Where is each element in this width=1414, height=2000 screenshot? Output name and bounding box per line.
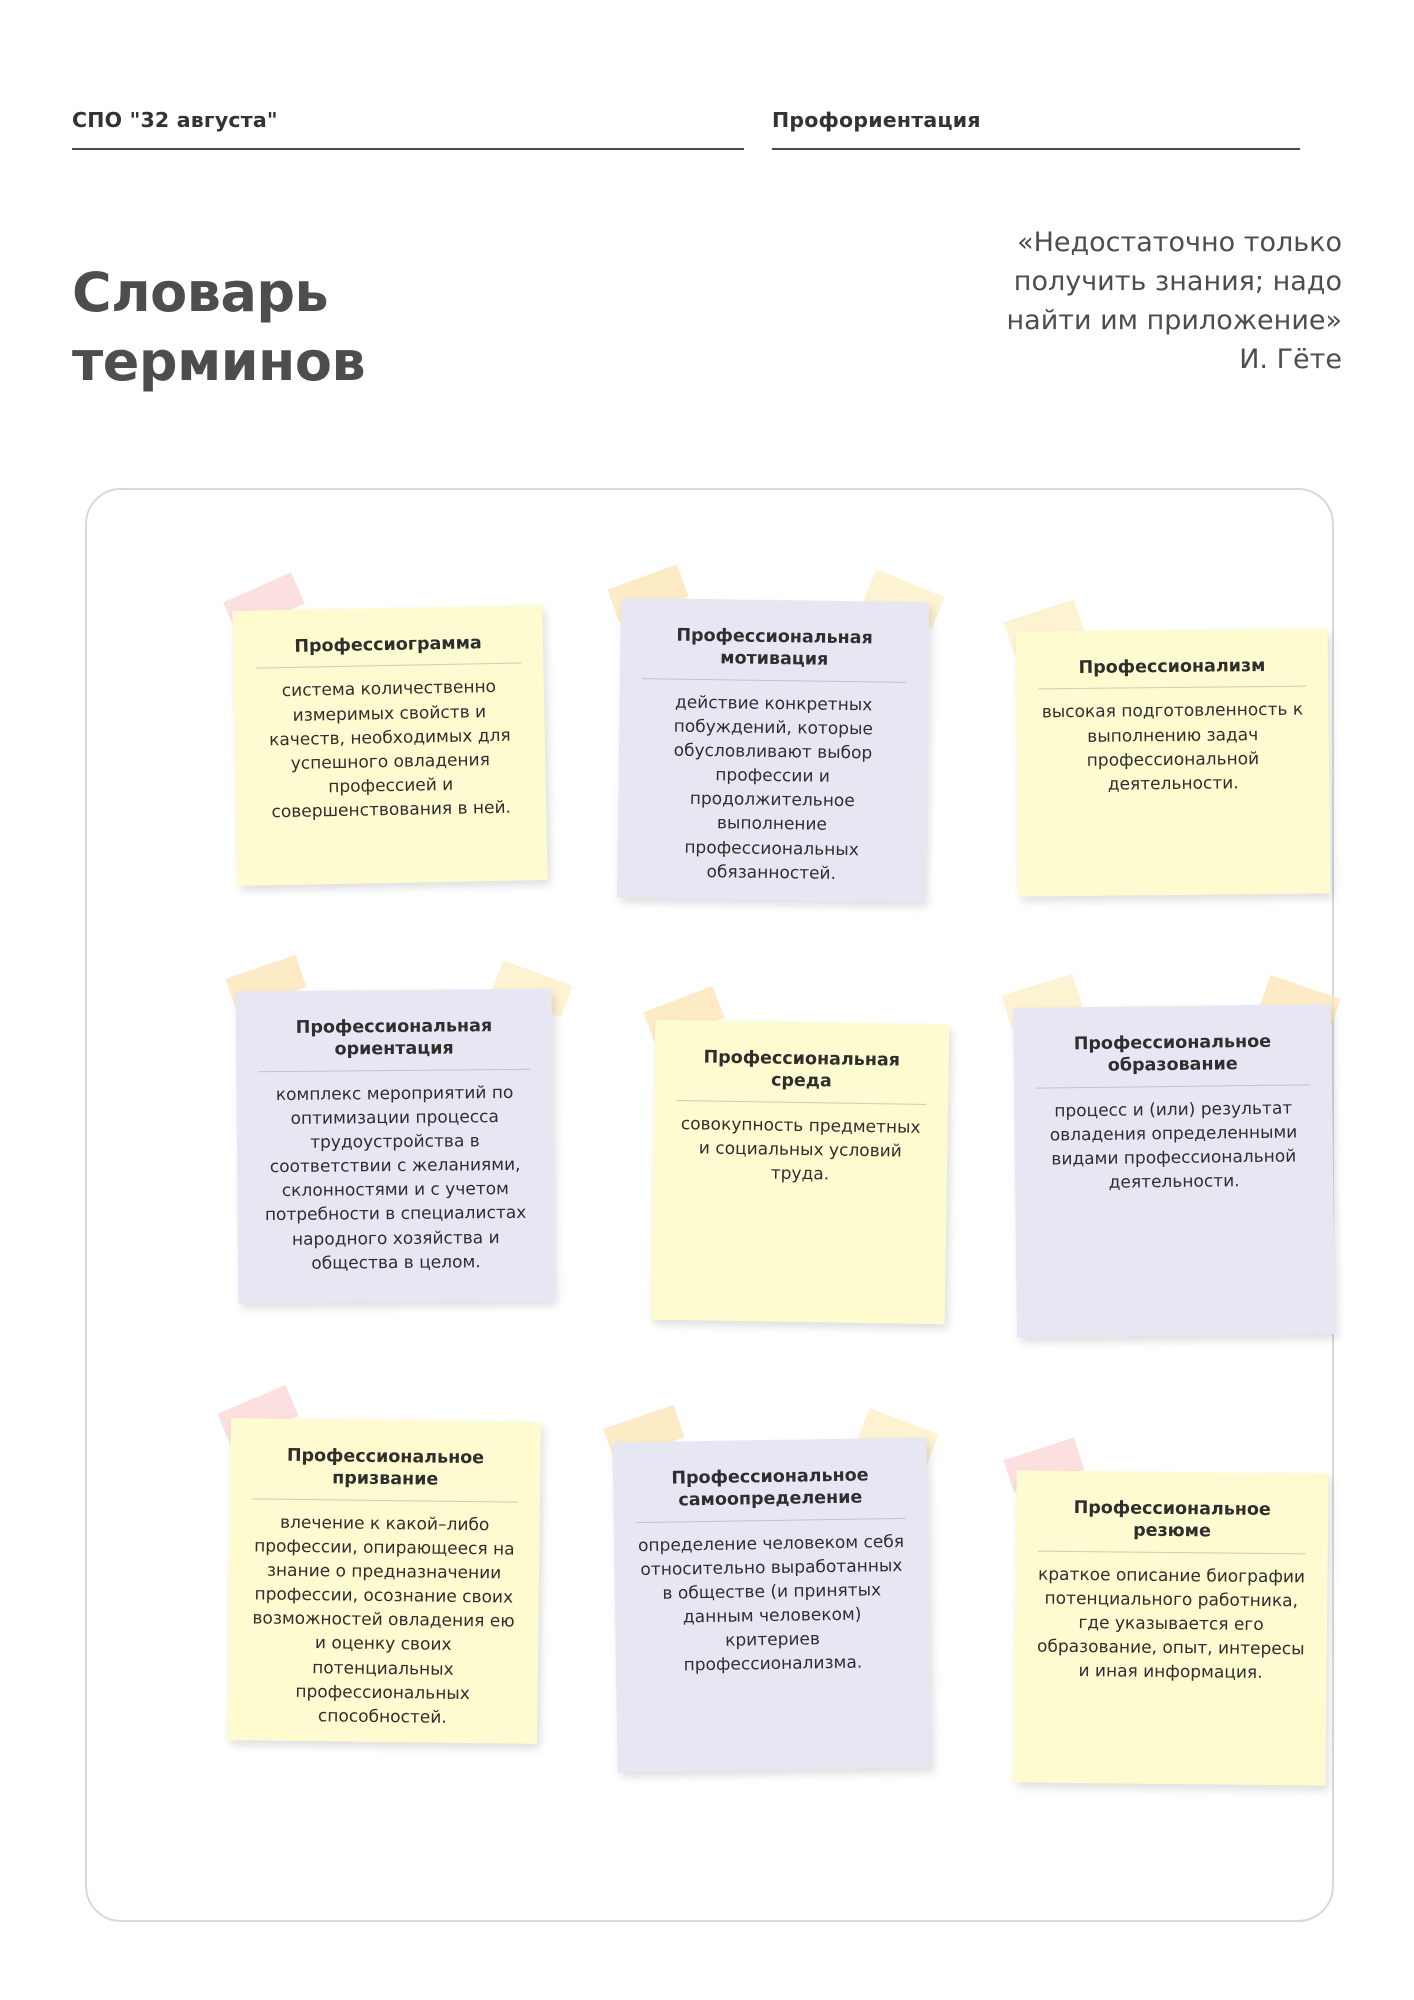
quote-text: «Недостаточно только получить знания; надо найти им приложение» (1006, 227, 1342, 336)
term-definition: влечение к какой–либо профессии, опирающееся на знание о предназначении профессии, осознание своих возможностей овладения ею и оценку своих потенциальных профессиональных способностей. (252, 1512, 515, 1728)
term-definition: комплекс мероприятий по оптимизации процесса трудоустройства в соответствии с желаниями, склонностями и с учетом потребности в специалистах народного хозяйства и общества в целом. (264, 1082, 527, 1274)
quote-block (922, 224, 1342, 380)
term-title: Профессионализм (1038, 655, 1306, 690)
term-title: Профессиональное резюме (1038, 1497, 1307, 1555)
term-definition: процесс и (или) результат овладения определенными видами профессиональной деятельности. (1049, 1098, 1298, 1193)
term-title: Профессиональное самоопределение (635, 1464, 906, 1523)
term-definition: система количественно измеримых свойств и качеств, необходимых для успешного овладения профессией и совершенствования в ней. (268, 677, 512, 823)
term-note (236, 989, 555, 1304)
page-header (72, 108, 1342, 150)
term-note (612, 1438, 931, 1773)
term-title: Профессиональная мотивация (642, 624, 907, 682)
page-title: Словарь терминов (72, 261, 366, 394)
quote-author: И. Гёте (1239, 343, 1342, 375)
header-right (772, 108, 1300, 150)
term-note (227, 1418, 541, 1744)
term-title: Профессиограмма (255, 631, 522, 668)
header-rule-right (772, 148, 1300, 150)
notes-board (85, 488, 1334, 1922)
term-definition: высокая подготовленность к выполнению задач профессиональной деятельности. (1041, 700, 1304, 795)
header-rule-left (72, 148, 744, 150)
term-title: Профессиональное образование (1035, 1030, 1310, 1088)
term-definition: совокупность предметных и социальных условий труда. (680, 1113, 921, 1185)
term-title: Профессиональная среда (676, 1046, 927, 1105)
term-definition: краткое описание биографии потенциального работника, где указывается его образование, опыт, интересы и иная информация. (1036, 1564, 1306, 1684)
term-title: Профессиональное призвание (252, 1444, 519, 1502)
organization-label: СПО "32 августа" (72, 108, 278, 132)
term-note (617, 598, 929, 902)
term-title: Профессиональная ориентация (258, 1015, 530, 1072)
section-label: Профориентация (772, 108, 981, 132)
term-note (1013, 1470, 1328, 1785)
term-note (232, 605, 547, 886)
term-definition: определение человеком себя относительно выработанных в обществе (и принятых данным человеком) критериев профессионализма. (637, 1531, 905, 1676)
term-note (1013, 1004, 1335, 1338)
header-left (72, 108, 744, 150)
term-note (1016, 628, 1331, 896)
term-note (651, 1020, 950, 1325)
term-definition: действие конкретных побуждений, которые обусловливают выбор профессии и продолжительное выполнение профессиональных обязанностей. (673, 692, 874, 884)
